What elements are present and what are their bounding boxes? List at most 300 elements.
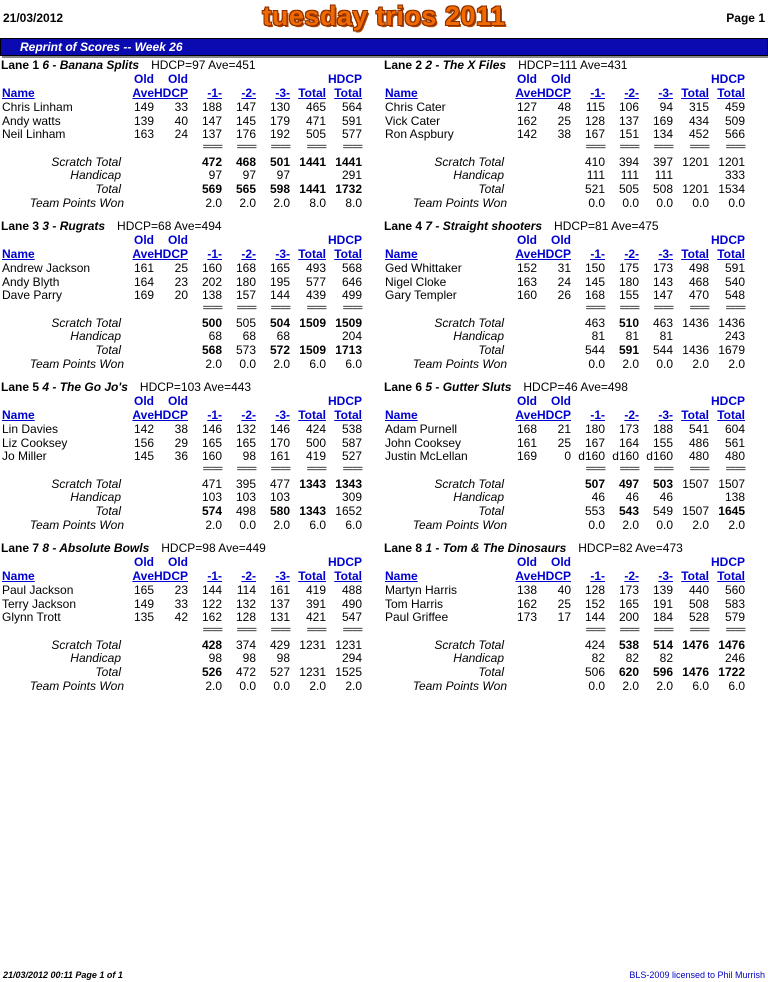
col-ave: Ave: [132, 569, 154, 583]
player-cell: 161: [516, 435, 537, 450]
col-hdcp-total-top: HDCP: [710, 72, 745, 86]
col-hdcp-total-top: HDCP: [327, 233, 362, 247]
col-g1: -1-: [590, 569, 605, 583]
lane-header: [384, 58, 627, 72]
col-g2: -2-: [241, 247, 256, 261]
total-value: 527: [269, 665, 290, 679]
col-hdcp_total: Total: [717, 86, 745, 100]
team-hdcp: HDCP=98: [161, 541, 216, 555]
player-name: Martyn Harris: [385, 583, 458, 597]
col-old-ave-top: Old: [517, 72, 537, 86]
player-cell: 195: [269, 274, 290, 289]
col-g2: -2-: [624, 569, 639, 583]
points-value: 0.0: [656, 357, 673, 371]
total-value: 598: [269, 182, 290, 196]
footer-info: 21/03/2012 00:11 Page 1 of 1: [3, 970, 123, 980]
points-value: 0.0: [622, 196, 639, 210]
col-g3: -3-: [275, 569, 290, 583]
player-cell: 604: [724, 422, 745, 436]
col-old-ave-top: Old: [517, 555, 537, 569]
col-ave: Ave: [132, 86, 154, 100]
total-value: 1509: [299, 343, 326, 357]
separator: ====: [725, 464, 745, 475]
total-value: 1525: [335, 665, 362, 679]
player-cell: 137: [618, 113, 639, 128]
player-cell: 144: [584, 610, 605, 624]
points-value: 2.0: [205, 357, 222, 371]
footer-license: BLS-2009 licensed to Phil Murrish: [629, 970, 765, 980]
team-hdcp: HDCP=111: [518, 58, 578, 72]
total-value: 572: [269, 343, 290, 357]
player-name: Chris Cater: [385, 100, 446, 114]
lane-block: [384, 219, 767, 379]
col-old-ave-top: Old: [134, 555, 154, 569]
player-cell: 152: [584, 596, 605, 611]
player-name: Chris Linham: [2, 100, 73, 114]
handicap-value: 46: [591, 490, 605, 504]
points-value: 0.0: [656, 518, 673, 532]
player-cell: 315: [688, 100, 709, 114]
player-cell: 499: [341, 288, 362, 302]
lane-header: [384, 541, 683, 555]
player-cell: 168: [516, 422, 537, 436]
player-cell: 169: [652, 113, 673, 128]
col-hdcp: HDCP: [153, 569, 188, 583]
col-hdcp-total-top: HDCP: [327, 555, 362, 569]
player-cell: 167: [584, 127, 605, 141]
player-name: Paul Jackson: [2, 583, 74, 597]
team-name: 5 - Gutter Sluts: [425, 380, 512, 394]
separator: ====: [342, 464, 362, 475]
handicap-label: Handicap: [453, 490, 504, 504]
total-label: Total: [478, 504, 504, 518]
points-value: 2.0: [692, 357, 709, 371]
player-cell: 157: [235, 288, 256, 302]
team-hdcp: HDCP=68: [117, 219, 172, 233]
player-cell: 419: [305, 583, 326, 597]
points-value: 0.0: [239, 518, 256, 532]
scratch-value: 505: [235, 316, 256, 330]
player-name: Andy Blyth: [2, 274, 60, 289]
col-g3: -3-: [275, 408, 290, 422]
col-old-hdcp-top: Old: [168, 233, 188, 247]
col-name: Name: [385, 86, 418, 100]
lane-header: [1, 541, 266, 555]
col-old-hdcp-top: Old: [168, 555, 188, 569]
player-cell: 509: [724, 113, 745, 128]
handicap-value: 333: [724, 168, 745, 182]
lane-block: [384, 541, 767, 701]
points-label: Team Points Won: [412, 357, 507, 371]
total-label: Total: [95, 182, 121, 196]
points-value: 2.0: [205, 679, 222, 693]
points-label: Team Points Won: [29, 518, 124, 532]
player-name: Adam Purnell: [385, 422, 458, 436]
player-cell: 155: [652, 435, 673, 450]
player-cell: 31: [557, 261, 571, 275]
player-cell: 139: [652, 583, 673, 597]
player-cell: 508: [688, 596, 709, 611]
player-cell: 132: [235, 596, 256, 611]
separator: ====: [653, 464, 673, 475]
points-value: 6.0: [309, 518, 326, 532]
scratch-value: 1509: [335, 316, 362, 330]
scratch-value: 1476: [682, 638, 709, 652]
handicap-value: 243: [724, 329, 745, 343]
total-value: 596: [652, 665, 673, 679]
col-old-ave-top: Old: [134, 233, 154, 247]
col-old-hdcp-top: Old: [551, 394, 571, 408]
player-cell: 579: [724, 610, 745, 624]
separator: ====: [689, 142, 709, 153]
player-cell: 160: [516, 288, 537, 302]
handicap-label: Handicap: [70, 168, 121, 182]
separator: ====: [202, 464, 222, 475]
points-value: 2.0: [205, 196, 222, 210]
col-g1: -1-: [207, 247, 222, 261]
player-cell: 132: [235, 422, 256, 436]
handicap-value: 294: [341, 651, 362, 665]
player-cell: 160: [201, 261, 222, 275]
player-cell: 122: [201, 596, 222, 611]
player-name: Paul Griffee: [385, 610, 449, 624]
player-cell: 188: [652, 422, 673, 436]
scratch-value: 471: [201, 477, 222, 491]
lane-block: [1, 58, 384, 218]
player-cell: 468: [688, 274, 709, 289]
lane-number: Lane 5: [1, 380, 40, 394]
player-cell: 40: [174, 113, 188, 128]
player-cell: 184: [652, 610, 673, 624]
player-cell: 547: [341, 610, 362, 624]
player-cell: 131: [269, 610, 290, 624]
total-value: 1476: [682, 665, 709, 679]
col-ave: Ave: [515, 569, 537, 583]
handicap-value: 68: [208, 329, 222, 343]
points-value: 0.0: [588, 357, 605, 371]
player-cell: 162: [516, 113, 537, 128]
separator: ====: [653, 625, 673, 636]
handicap-value: 81: [591, 329, 605, 343]
handicap-value: 81: [625, 329, 639, 343]
player-cell: 33: [174, 100, 188, 114]
player-cell: 540: [724, 274, 745, 289]
scratch-value: 1509: [299, 316, 326, 330]
player-cell: 155: [618, 288, 639, 302]
separator: ====: [236, 142, 256, 153]
player-name: Terry Jackson: [2, 596, 77, 611]
col-total: Total: [298, 86, 326, 100]
scratch-value: 477: [269, 477, 290, 491]
scratch-label: Scratch Total: [51, 477, 121, 491]
scratch-label: Scratch Total: [434, 316, 504, 330]
player-cell: 25: [557, 435, 571, 450]
col-hdcp_total: Total: [334, 408, 362, 422]
player-cell: 165: [235, 435, 256, 450]
scratch-value: 424: [584, 638, 605, 652]
player-cell: 36: [174, 449, 188, 463]
team-hdcp: HDCP=82: [578, 541, 633, 555]
player-name: Andy watts: [2, 113, 61, 128]
col-ave: Ave: [132, 408, 154, 422]
scratch-value: 501: [269, 155, 290, 169]
player-cell: 541: [688, 422, 709, 436]
scratch-value: 510: [618, 316, 639, 330]
player-cell: 500: [305, 435, 326, 450]
col-name: Name: [385, 247, 418, 261]
lane-header: [1, 380, 251, 394]
scratch-value: 468: [235, 155, 256, 169]
player-cell: 527: [341, 449, 362, 463]
scratch-value: 1436: [718, 316, 745, 330]
col-hdcp: HDCP: [153, 86, 188, 100]
player-cell: 498: [688, 261, 709, 275]
separator: ====: [270, 142, 290, 153]
scratch-value: 1231: [335, 638, 362, 652]
lane-number: Lane 1: [1, 58, 40, 72]
player-name: Jo Miller: [2, 449, 47, 463]
total-value: 620: [618, 665, 639, 679]
col-name: Name: [2, 408, 35, 422]
col-hdcp-total-top: HDCP: [710, 555, 745, 569]
separator: ====: [342, 303, 362, 314]
col-ave: Ave: [515, 408, 537, 422]
total-value: 1231: [299, 665, 326, 679]
player-name: Gary Templer: [385, 288, 457, 302]
lane-header: [384, 219, 659, 233]
handicap-value: 98: [242, 651, 256, 665]
separator: ====: [725, 625, 745, 636]
player-cell: 128: [584, 583, 605, 597]
page-number: Page 1: [726, 11, 765, 25]
col-total: Total: [298, 247, 326, 261]
col-total: Total: [681, 408, 709, 422]
player-cell: 23: [174, 274, 188, 289]
total-label: Total: [478, 182, 504, 196]
separator: ====: [619, 303, 639, 314]
handicap-value: 82: [659, 651, 673, 665]
separator: ====: [619, 142, 639, 153]
total-value: 1713: [335, 343, 362, 357]
player-cell: 583: [724, 596, 745, 611]
player-cell: 146: [269, 422, 290, 436]
col-hdcp-total-top: HDCP: [327, 394, 362, 408]
col-g3: -3-: [658, 569, 673, 583]
total-value: 580: [269, 504, 290, 518]
team-name: 7 - Straight shooters: [425, 219, 543, 233]
col-g3: -3-: [275, 247, 290, 261]
total-value: 569: [201, 182, 222, 196]
col-g2: -2-: [241, 408, 256, 422]
scratch-value: 500: [201, 316, 222, 330]
player-cell: 480: [688, 449, 709, 463]
player-cell: 591: [341, 113, 362, 128]
col-g3: -3-: [658, 86, 673, 100]
player-cell: 173: [618, 583, 639, 597]
scratch-value: 428: [201, 638, 222, 652]
team-average: Ave=498: [580, 380, 628, 394]
player-cell: 161: [133, 261, 154, 275]
scratch-value: 1441: [335, 155, 362, 169]
separator: ====: [653, 303, 673, 314]
scratch-value: 503: [652, 477, 673, 491]
player-cell: 106: [618, 100, 639, 114]
player-name: Neil Linham: [2, 127, 66, 141]
team-hdcp: HDCP=103: [139, 380, 201, 394]
player-cell: 168: [235, 261, 256, 275]
col-old-hdcp-top: Old: [551, 555, 571, 569]
total-value: 472: [235, 665, 256, 679]
report-title: tuesday trios 2011: [262, 1, 506, 31]
player-cell: 127: [516, 100, 537, 114]
separator: ====: [306, 464, 326, 475]
total-value: 573: [235, 343, 256, 357]
total-value: 505: [618, 182, 639, 196]
col-g2: -2-: [624, 247, 639, 261]
player-cell: 25: [557, 113, 571, 128]
col-total: Total: [298, 569, 326, 583]
col-g3: -3-: [658, 408, 673, 422]
points-value: 6.0: [345, 518, 362, 532]
player-cell: 138: [201, 288, 222, 302]
player-cell: 38: [557, 127, 571, 141]
col-name: Name: [2, 569, 35, 583]
scratch-value: 472: [201, 155, 222, 169]
player-cell: 114: [236, 583, 256, 597]
col-hdcp: HDCP: [536, 247, 571, 261]
player-cell: 180: [618, 274, 639, 289]
player-name: John Cooksey: [385, 435, 462, 450]
lane-block: [384, 58, 767, 218]
separator: ====: [342, 142, 362, 153]
total-value: 553: [584, 504, 605, 518]
scratch-value: 1441: [299, 155, 326, 169]
player-cell: 24: [557, 274, 571, 289]
player-cell: 169: [516, 449, 537, 463]
scratch-value: 1201: [682, 155, 709, 169]
player-cell: 180: [584, 422, 605, 436]
player-cell: 505: [305, 127, 326, 141]
player-cell: 168: [584, 288, 605, 302]
total-value: 1343: [299, 504, 326, 518]
points-value: 2.0: [622, 357, 639, 371]
separator: ====: [202, 625, 222, 636]
player-cell: 137: [269, 596, 290, 611]
scratch-label: Scratch Total: [51, 155, 121, 169]
col-g2: -2-: [241, 86, 256, 100]
player-cell: 568: [341, 261, 362, 275]
total-value: 568: [201, 343, 222, 357]
total-value: 1722: [718, 665, 745, 679]
player-cell: 591: [724, 261, 745, 275]
col-ave: Ave: [515, 86, 537, 100]
separator: ====: [236, 464, 256, 475]
player-cell: 160: [201, 449, 222, 463]
player-cell: 149: [133, 596, 154, 611]
team-name: 8 - Absolute Bowls: [42, 541, 150, 555]
col-total: Total: [298, 408, 326, 422]
lane-block: [1, 380, 384, 540]
banner: [0, 38, 768, 56]
player-cell: 173: [516, 610, 537, 624]
player-cell: 421: [305, 610, 326, 624]
points-label: Team Points Won: [412, 196, 507, 210]
total-value: 521: [584, 182, 605, 196]
col-hdcp_total: Total: [334, 86, 362, 100]
scratch-value: 1201: [718, 155, 745, 169]
points-label: Team Points Won: [29, 357, 124, 371]
points-value: 8.0: [309, 196, 326, 210]
player-cell: 164: [133, 274, 154, 289]
points-value: 2.0: [239, 196, 256, 210]
points-value: 2.0: [728, 518, 745, 532]
handicap-value: 97: [208, 168, 222, 182]
points-label: Team Points Won: [29, 679, 124, 693]
scratch-value: 374: [235, 638, 256, 652]
total-value: 1441: [299, 182, 326, 196]
player-cell: 17: [557, 610, 571, 624]
player-cell: 135: [133, 610, 154, 624]
player-cell: 470: [688, 288, 709, 302]
handicap-value: 103: [235, 490, 256, 504]
handicap-value: 111: [586, 168, 605, 182]
total-value: 1732: [335, 182, 362, 196]
points-value: 6.0: [345, 357, 362, 371]
handicap-value: 82: [625, 651, 639, 665]
team-average: Ave=473: [635, 541, 683, 555]
player-cell: d160: [646, 449, 673, 463]
player-cell: 440: [688, 583, 709, 597]
total-value: 543: [618, 504, 639, 518]
total-label: Total: [478, 343, 504, 357]
col-hdcp_total: Total: [717, 408, 745, 422]
player-cell: 147: [652, 288, 673, 302]
points-value: 2.0: [309, 679, 326, 693]
player-cell: 165: [618, 596, 639, 611]
player-cell: 162: [516, 596, 537, 611]
total-value: 506: [584, 665, 605, 679]
points-value: 0.0: [588, 196, 605, 210]
points-value: 2.0: [656, 679, 673, 693]
points-value: 0.0: [273, 679, 290, 693]
player-cell: 161: [269, 449, 290, 463]
player-cell: 163: [133, 127, 154, 141]
team-average: Ave=494: [174, 219, 222, 233]
lane-number: Lane 4: [384, 219, 423, 233]
scratch-value: 463: [652, 316, 673, 330]
team-name: 6 - Banana Splits: [42, 58, 140, 72]
total-label: Total: [478, 665, 504, 679]
separator: ====: [585, 303, 605, 314]
player-cell: 175: [618, 261, 639, 275]
scratch-value: 463: [584, 316, 605, 330]
col-ave: Ave: [515, 247, 537, 261]
col-g1: -1-: [590, 86, 605, 100]
lane-number: Lane 2: [384, 58, 423, 72]
player-cell: 20: [174, 288, 188, 302]
handicap-value: 246: [724, 651, 745, 665]
handicap-label: Handicap: [453, 168, 504, 182]
player-cell: 165: [269, 261, 290, 275]
player-cell: 566: [724, 127, 745, 141]
player-cell: 646: [341, 274, 362, 289]
points-value: 6.0: [692, 679, 709, 693]
handicap-label: Handicap: [70, 329, 121, 343]
total-label: Total: [95, 665, 121, 679]
separator: ====: [202, 303, 222, 314]
player-name: Ged Whittaker: [385, 261, 462, 275]
col-name: Name: [385, 408, 418, 422]
